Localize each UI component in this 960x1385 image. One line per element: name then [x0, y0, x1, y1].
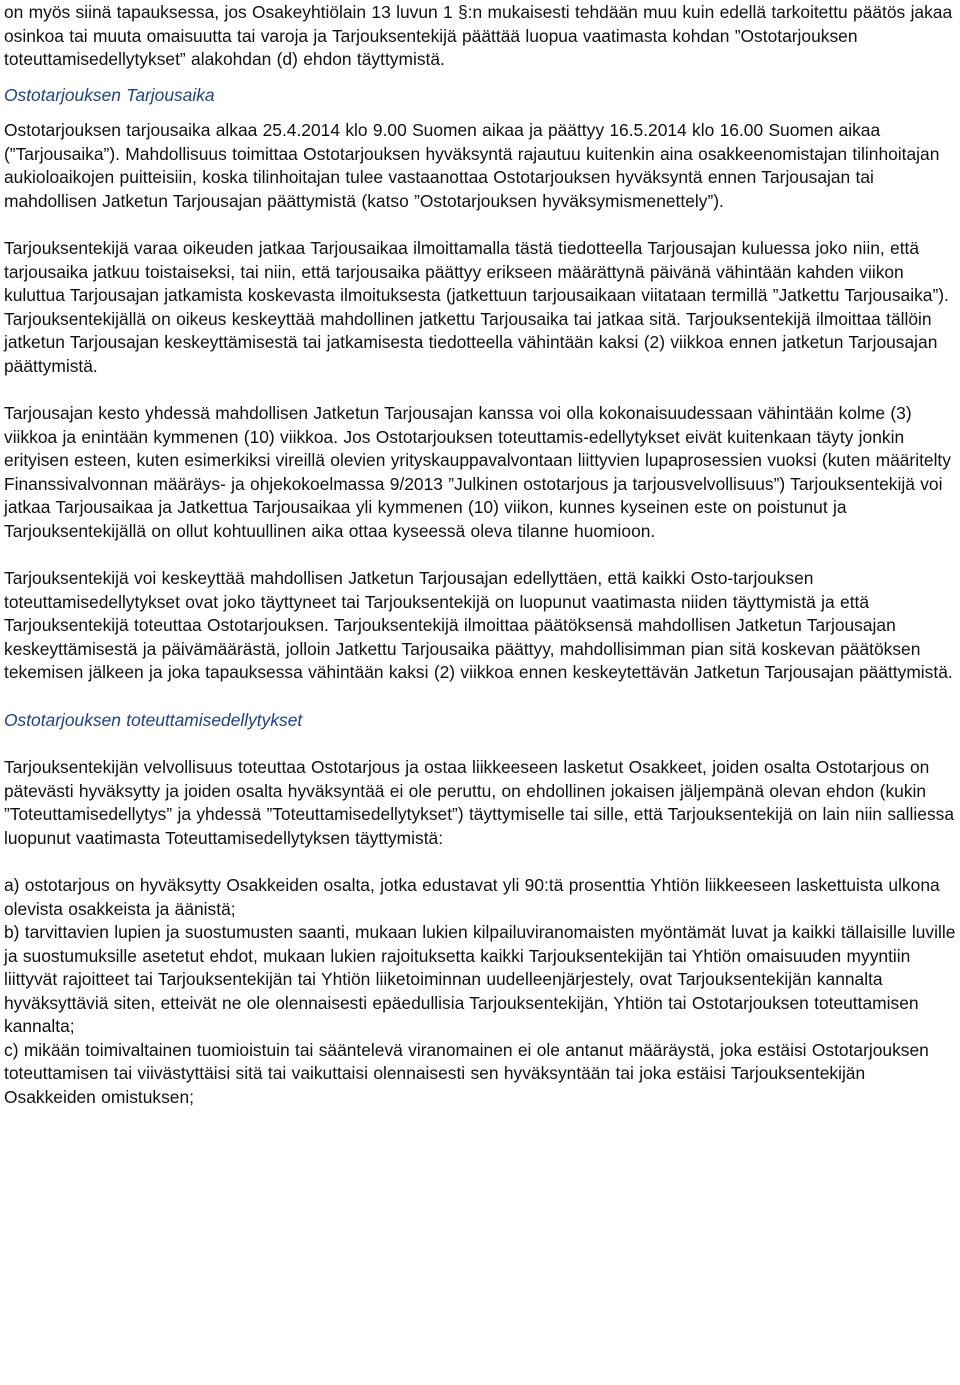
section-heading-tender-period: Ostotarjouksen Tarjousaika — [4, 84, 215, 105]
intro-paragraph: on myös siinä tapauksessa, jos Osakeyhtiölain 13 luvun 1 §:n mukaisesti tehdään muu kuin edellä tarkoitettu päätös jakaa osinkoa tai muuta omaisuutta tai varoja ja Tarjouksentekijä päättää luopua vaatimasta kohdan ”Ostotarjouksen toteuttamisedellytykset” alakohdan (d) ehdon täyttymistä. — [4, 2, 953, 69]
condition-item-a: a) ostotarjous on hyväksytty Osakkeiden osalta, jotka edustavat yli 90:tä prosenttia Yhtiön liikkeeseen laskettuista ulkona olevista osakkeista ja äänistä; — [4, 875, 940, 919]
tender-period-paragraph-2: Tarjouksentekijä varaa oikeuden jatkaa Tarjousaikaa ilmoittamalla tästä tiedotteella Tarjousajan kuluessa joko niin, että tarjousaika jatkuu toistaiseksi, tai niin, että tarjousaika päättyy erikseen määrättynä päivänä vähintään kahden viikon kuluttua Tarjousajan jatkamista koskevasta ilmoituksesta (jatkettuun tarjousaikaan viitataan termillä ”Jatkettu Tarjousaika”). Tarjouksentekijällä on oikeus keskeyttää mahdollinen jatkettu Tarjousaika tai jatkaa sitä. Tarjouksentekijä ilmoittaa tällöin jatketun Tarjousajan keskeyttämisestä tai jatkamisesta tiedotteella vähintään kaksi (2) viikkoa ennen jatketun Tarjousajan päättymistä. — [4, 238, 949, 376]
tender-period-paragraph-1: Ostotarjouksen tarjousaika alkaa 25.4.2014 klo 9.00 Suomen aikaa ja päättyy 16.5.2014 klo 16.00 Suomen aikaa (”Tarjousaika”). Mahdollisuus toimittaa Ostotarjouksen hyväksyntä rajautuu kuitenkin aina osakkeenomistajan tilinhoitajan aukioloaikojen puitteisiin, koska tilinhoitajan tulee vastaanottaa Ostotarjouksen hyväksyntä ennen Tarjousajan tai mahdollisen Jatketun Tarjousajan päättymistä (katso ”Ostotarjouksen hyväksymismenettely”). — [4, 120, 940, 211]
section-heading-conditions: Ostotarjouksen toteuttamisedellytykset — [4, 709, 303, 730]
document-page — [4, 1, 956, 1109]
condition-item-b: b) tarvittavien lupien ja suostumusten saanti, mukaan lukien kilpailuviranomaisten myöntämät luvat ja kaikki tällaisille luville ja suostumuksille asetetut ehdot, mukaan lukien rajoituksetta kaikki Tarjouksentekijän tai Yhtiön omaisuuden myyntiin liittyvät rajoitteet tai Tarjouksentekijän tai Yhtiön liiketoiminnan uudelleenjärjestely, ovat Tarjouksentekijän kannalta hyväksyttäviä siten, etteivät ne ole olennaisesti epäedullisia Tarjouksentekijän, Yhtiön tai Ostotarjouksen toteuttamisen kannalta; — [4, 922, 956, 1036]
tender-period-paragraph-3: Tarjousajan kesto yhdessä mahdollisen Jatketun Tarjousajan kanssa voi olla kokonaisuudessaan vähintään kolme (3) viikkoa ja enintään kymmenen (10) viikkoa. Jos Ostotarjouksen toteuttamis-edellytykset eivät kuitenkaan täyty jonkin erityisen esteen, kuten esimerkiksi vireillä olevien yrityskauppavalvontaan liittyvien lupaprosessien vuoksi (kuten määritelty Finanssivalvonnan määräys- ja ohjekokoelmassa 9/2013 ”Julkinen ostotarjous ja tarjousvelvollisuus”) Tarjouksentekijä voi jatkaa Tarjousaikaa ja Jatkettua Tarjousaikaa yli kymmenen (10) viikon, kunnes kyseinen este on poistunut ja Tarjouksentekijällä on ollut kohtuullinen aika ottaa kyseessä oleva tilanne huomioon. — [4, 403, 951, 541]
condition-item-c: c) mikään toimivaltainen tuomioistuin tai sääntelevä viranomainen ei ole antanut määräystä, joka estäisi Ostotarjouksen toteuttamisen tai viivästyttäisi sitä tai vaikuttaisi olennaisesti sen hyväksyntään tai joka estäisi Tarjouksentekijän Osakkeiden omistuksen; — [4, 1039, 929, 1107]
conditions-intro-paragraph: Tarjouksentekijän velvollisuus toteuttaa Ostotarjous ja ostaa liikkeeseen lasketut Osakkeet, joiden osalta Ostotarjous on pätevästi hyväksytty ja joiden osalta hyväksyntää ei ole peruttu, on ehdollinen jokaisen jäljempänä olevan ehdon (kukin ”Toteuttamisedellytys” ja yhdessä ”Toteuttamisedellytykset”) täyttymiselle tai sille, että Tarjouksentekijä on lain niin salliessa luopunut vaatimasta Toteuttamisedellytyksen täyttymistä: — [4, 757, 955, 848]
tender-period-paragraph-4: Tarjouksentekijä voi keskeyttää mahdollisen Jatketun Tarjousajan edellyttäen, että kaikki Osto-tarjouksen toteuttamisedellytykset ovat joko täyttyneet tai Tarjouksentekijä on luopunut vaatimasta niiden täyttymistä ja että Tarjouksentekijä toteuttaa Ostotarjouksen. Tarjouksentekijä ilmoittaa päätöksensä mahdollisen Jatketun Tarjousajan keskeyttämisestä ja päivämäärästä, jolloin Jatkettu Tarjousaika päättyy, mahdollisimman pian sitä koskevan päätöksen tekemisen jälkeen ja joka tapauksessa vähintään kaksi (2) viikkoa ennen keskeytettävän Jatketun Tarjousajan päättymistä. — [4, 568, 953, 682]
